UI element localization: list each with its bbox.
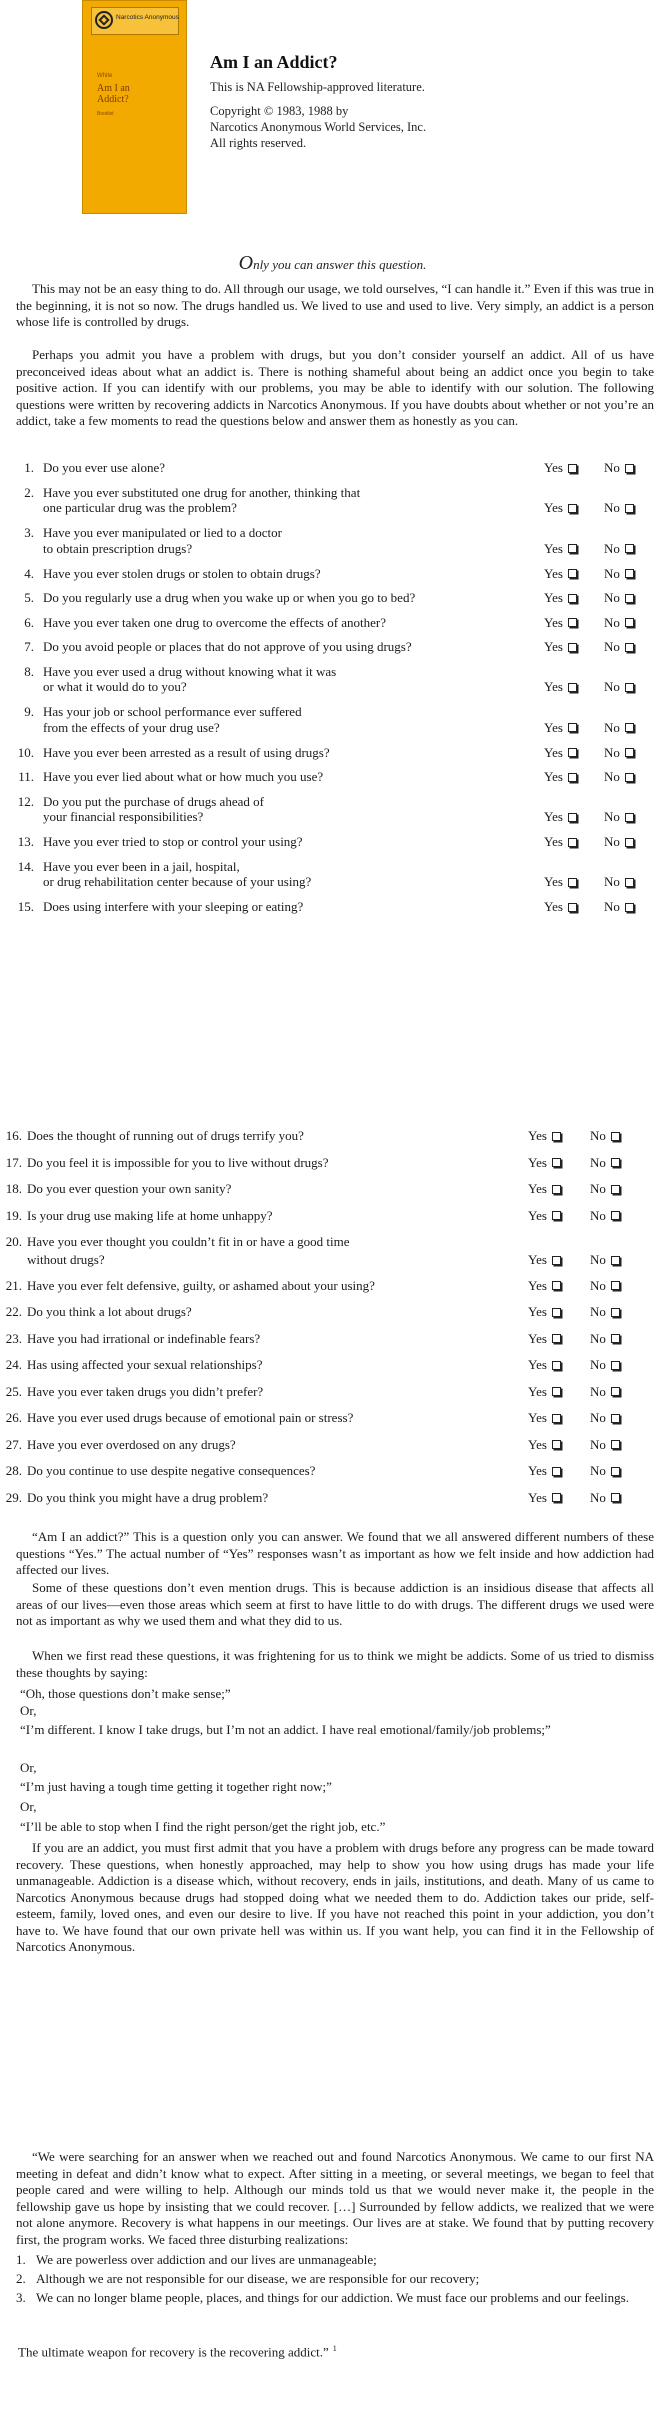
realization-text: We are powerless over addiction and our lives are unmanageable; xyxy=(36,2252,377,2267)
checkbox-icon[interactable] xyxy=(568,773,577,782)
no-label: No xyxy=(590,1154,606,1170)
checkbox-icon[interactable] xyxy=(552,1467,561,1476)
yes-option[interactable] xyxy=(544,834,577,850)
no-label: No xyxy=(590,1410,606,1425)
yes-option[interactable] xyxy=(528,1357,561,1373)
yes-option[interactable] xyxy=(544,590,577,606)
no-option[interactable] xyxy=(604,769,634,785)
yes-option[interactable] xyxy=(528,1181,561,1197)
yes-label: Yes xyxy=(528,1383,547,1399)
checkbox-icon[interactable] xyxy=(611,1158,620,1167)
checkbox-icon[interactable] xyxy=(625,544,634,553)
closing-text: The ultimate weapon for recovery is the recovering addict.” xyxy=(18,2344,329,2360)
no-option[interactable] xyxy=(604,639,634,655)
no-label: No xyxy=(604,809,620,824)
question-text: Have you ever felt defensive, guilty, or ashamed about your using? xyxy=(27,1277,375,1293)
no-option[interactable] xyxy=(590,1155,620,1171)
realization-number: 3. xyxy=(16,2290,26,2305)
question-text: Does using interfere with your sleeping or eating? xyxy=(43,899,304,914)
no-option[interactable] xyxy=(604,720,634,736)
no-label: No xyxy=(590,1277,606,1293)
yes-option[interactable] xyxy=(544,809,577,825)
booklet-cover-image xyxy=(82,0,187,214)
yes-label: Yes xyxy=(544,899,563,914)
cover-kicker: White xyxy=(97,73,113,79)
no-label: No xyxy=(590,1128,606,1143)
checkbox-icon[interactable] xyxy=(552,1308,561,1317)
no-label: No xyxy=(590,1463,606,1478)
question-number: 12. xyxy=(17,793,34,809)
yes-label: Yes xyxy=(544,614,563,630)
yes-option[interactable] xyxy=(544,769,577,785)
no-option[interactable] xyxy=(604,874,634,890)
yes-option[interactable] xyxy=(544,460,577,476)
checkbox-icon[interactable] xyxy=(568,464,577,473)
question-number: 13. xyxy=(17,834,34,849)
checkbox-icon[interactable] xyxy=(552,1387,561,1396)
yes-option[interactable] xyxy=(528,1278,561,1294)
after-paragraph-1: “Am I an addict?” This is a question only you can answer. We found that we all answered different numbers of these questions “Yes.” The actual number of “Yes” responses wasn’t as important as how we felt inside and how addiction had affected our lives. xyxy=(16,1529,654,1577)
checkbox-icon[interactable] xyxy=(625,878,634,887)
question-text: or what it would do to you? xyxy=(43,679,187,694)
question-text: Do you ever question your own sanity? xyxy=(27,1181,232,1196)
question-text: Do you put the purchase of drugs ahead of xyxy=(43,793,264,809)
yes-option[interactable] xyxy=(528,1252,561,1268)
checkbox-icon[interactable] xyxy=(625,838,634,847)
yes-option[interactable] xyxy=(528,1410,561,1426)
no-label: No xyxy=(604,874,620,889)
question-number: 4. xyxy=(24,565,34,581)
question-number: 19. xyxy=(5,1207,22,1223)
realization-text: Although we are not responsible for our disease, we are responsible for our recovery; xyxy=(36,2271,480,2286)
document-title: Am I an Addict? xyxy=(210,52,338,72)
question-number: 26. xyxy=(5,1410,22,1425)
search-paragraph: “We were searching for an answer when we reached out and found Narcotics Anonymous. We came to our first NA meeting in defeat and didn’t know what to expect. After sitting in a meeting, or several meetings, we began to feel that people cared and were willing to help. Although our minds told us that we would never make it, the people in the fellowship gave us hope by insisting that we could recover. […] Surrounded by fellow addicts, we realized that we were not alone anymore. Recovery is what happens in our meetings. Our lives are at stake. We found that by putting recovery first, the program works. We faced three disturbing realizations: xyxy=(16,2149,654,2247)
yes-option[interactable] xyxy=(544,745,577,761)
question-text: Has using affected your sexual relationships? xyxy=(27,1357,263,1372)
yes-option[interactable] xyxy=(528,1437,561,1453)
yes-label: Yes xyxy=(544,500,563,515)
checkbox-icon[interactable] xyxy=(611,1281,620,1290)
no-label: No xyxy=(604,769,620,784)
no-label: No xyxy=(604,540,620,556)
no-option[interactable] xyxy=(604,615,634,631)
cover-title: Am I an Addict? xyxy=(97,83,130,105)
no-option[interactable] xyxy=(604,899,634,915)
no-option[interactable] xyxy=(590,1437,620,1453)
no-label: No xyxy=(604,460,620,475)
checkbox-icon[interactable] xyxy=(552,1132,561,1141)
after-paragraph-3: When we first read these questions, it was frightening for us to think we might be addicts. Some of us tried to dismiss these thoughts by saying: xyxy=(16,1648,654,1680)
yes-label: Yes xyxy=(544,679,563,694)
question-text: one particular drug was the problem? xyxy=(43,500,237,515)
yes-label: Yes xyxy=(528,1181,547,1196)
yes-option[interactable] xyxy=(544,566,577,582)
yes-label: Yes xyxy=(528,1357,547,1372)
yes-option[interactable] xyxy=(544,500,577,516)
yes-label: Yes xyxy=(544,809,563,824)
yes-label: Yes xyxy=(528,1463,547,1478)
yes-option[interactable] xyxy=(528,1463,561,1479)
no-label: No xyxy=(604,590,620,605)
footnote-marker: 1 xyxy=(332,2344,337,2353)
yes-label: Yes xyxy=(528,1436,547,1452)
checkbox-icon[interactable] xyxy=(552,1185,561,1194)
yes-option[interactable] xyxy=(544,874,577,890)
na-logo-icon xyxy=(95,11,113,29)
checkbox-icon[interactable] xyxy=(552,1440,561,1449)
yes-option[interactable] xyxy=(544,679,577,695)
approval-note: This is NA Fellowship-approved literature. xyxy=(210,80,425,94)
no-label: No xyxy=(604,834,620,849)
question-text: Have you ever used a drug without knowing what it was xyxy=(43,663,337,679)
yes-label: Yes xyxy=(544,874,563,889)
question-number: 20. xyxy=(5,1234,22,1249)
checkbox-icon[interactable] xyxy=(611,1256,620,1265)
yes-option[interactable] xyxy=(528,1128,561,1144)
question-number: 6. xyxy=(24,614,34,630)
checkbox-icon[interactable] xyxy=(568,683,577,692)
checkbox-icon[interactable] xyxy=(552,1158,561,1167)
yes-label: Yes xyxy=(528,1207,547,1223)
question-text: Do you feel it is impossible for you to live without drugs? xyxy=(27,1154,329,1170)
after-paragraph-2: Some of these questions don’t even mention drugs. This is because addiction is an insidious disease that affects all areas of our lives—even those areas which seem at first to have little to do with drugs. The different drugs we used were not as important as why we used them and what they did to us. xyxy=(16,1580,654,1628)
no-label: No xyxy=(590,1357,606,1372)
yes-label: Yes xyxy=(528,1252,547,1267)
no-option[interactable] xyxy=(590,1331,620,1347)
question-text: Have you ever tried to stop or control your using? xyxy=(43,834,303,849)
question-text: or drug rehabilitation center because of your using? xyxy=(43,874,312,889)
question-text: to obtain prescription drugs? xyxy=(43,540,193,556)
no-option[interactable] xyxy=(604,679,634,695)
excuse-quote-2: “I’m different. I know I take drugs, but I’m not an addict. I have real emotional/family/job problems;” xyxy=(20,1722,551,1737)
yes-option[interactable] xyxy=(528,1384,561,1400)
yes-label: Yes xyxy=(528,1154,547,1170)
no-option[interactable] xyxy=(590,1304,620,1320)
question-text: Do you think you might have a drug problem? xyxy=(27,1489,269,1505)
question-number: 21. xyxy=(5,1277,22,1293)
intro-paragraph-1: This may not be an easy thing to do. All through our usage, we told ourselves, “I can handle it.” Even if this was true in the beginning, it is not so now. The drugs handled us. We lived to use and used to live. Very simply, an addict is a person whose life is controlled by drugs. xyxy=(16,281,654,329)
tagline-dropcap: O xyxy=(238,252,254,274)
checkbox-icon[interactable] xyxy=(611,1308,620,1317)
admit-paragraph: If you are an addict, you must first admit that you have a problem with drugs before any progress can be made toward recovery. These questions, when honestly approached, may help to show you how using drugs has made your life unmanageable. Addiction is a disease which, without recovery, ends in jails, institutions, and death. Many of us came to Narcotics Anonymous because drugs had stopped doing what we needed them to do. Addiction takes our pride, self-esteem, family, loved ones, and even our desire to live. If you have not reached this point in your addiction, you don’t have to. We have found that our own private hell was within us. If you want help, you can find it in the Fellowship of Narcotics Anonymous. xyxy=(16,1840,654,1954)
checkbox-icon[interactable] xyxy=(552,1361,561,1370)
checkbox-icon[interactable] xyxy=(552,1211,561,1220)
closing-line xyxy=(18,2344,337,2360)
checkbox-icon[interactable] xyxy=(625,569,634,578)
no-option[interactable] xyxy=(590,1463,620,1479)
question-number: 11. xyxy=(18,769,34,784)
tagline-rest: nly you can answer this question. xyxy=(253,257,427,272)
question-text: Do you regularly use a drug when you wake up or when you go to bed? xyxy=(43,590,416,605)
checkbox-icon[interactable] xyxy=(568,569,577,578)
question-text: Have you ever taken one drug to overcome the effects of another? xyxy=(43,614,387,630)
checkbox-icon[interactable] xyxy=(568,748,577,757)
checkbox-icon[interactable] xyxy=(552,1334,561,1343)
excuse-quote-3: “I’m just having a tough time getting it together right now;” xyxy=(20,1779,332,1794)
no-option[interactable] xyxy=(590,1357,620,1373)
no-label: No xyxy=(590,1181,606,1196)
yes-label: Yes xyxy=(544,834,563,849)
yes-option[interactable] xyxy=(544,615,577,631)
cover-band-text: Narcotics Anonymous xyxy=(116,14,179,21)
no-label: No xyxy=(590,1304,606,1319)
yes-label: Yes xyxy=(544,769,563,784)
excuse-or-2: Or, xyxy=(20,1760,37,1775)
no-label: No xyxy=(604,500,620,515)
checkbox-icon[interactable] xyxy=(568,903,577,912)
yes-label: Yes xyxy=(544,540,563,556)
realization-number: 1. xyxy=(16,2252,26,2267)
checkbox-icon[interactable] xyxy=(611,1467,620,1476)
no-option[interactable] xyxy=(590,1252,620,1268)
checkbox-icon[interactable] xyxy=(552,1256,561,1265)
checkbox-icon[interactable] xyxy=(625,903,634,912)
tagline xyxy=(0,252,665,275)
yes-label: Yes xyxy=(528,1330,547,1346)
yes-label: Yes xyxy=(528,1410,547,1425)
no-option[interactable] xyxy=(590,1490,620,1506)
checkbox-icon[interactable] xyxy=(611,1414,620,1423)
question-text: Has your job or school performance ever suffered xyxy=(43,704,302,719)
yes-option[interactable] xyxy=(528,1331,561,1347)
question-text: Do you continue to use despite negative consequences? xyxy=(27,1463,316,1478)
no-option[interactable] xyxy=(604,809,634,825)
question-text: Have you ever lied about what or how much you use? xyxy=(43,769,324,784)
question-number: 7. xyxy=(24,639,34,654)
no-option[interactable] xyxy=(604,834,634,850)
checkbox-icon[interactable] xyxy=(625,464,634,473)
question-number: 22. xyxy=(5,1304,22,1319)
checkbox-icon[interactable] xyxy=(568,544,577,553)
yes-option[interactable] xyxy=(528,1490,561,1506)
question-number: 29. xyxy=(5,1489,22,1505)
question-number: 1. xyxy=(24,460,34,475)
yes-option[interactable] xyxy=(544,639,577,655)
question-number: 25. xyxy=(5,1383,22,1399)
yes-label: Yes xyxy=(544,565,563,581)
excuse-quote-4: “I’ll be able to stop when I find the right person/get the right job, etc.” xyxy=(20,1819,386,1834)
no-option[interactable] xyxy=(590,1278,620,1294)
yes-label: Yes xyxy=(544,590,563,605)
question-text: without drugs? xyxy=(27,1252,105,1267)
yes-option[interactable] xyxy=(528,1208,561,1224)
no-label: No xyxy=(590,1252,606,1267)
checkbox-icon[interactable] xyxy=(568,618,577,627)
checkbox-icon[interactable] xyxy=(625,594,634,603)
yes-option[interactable] xyxy=(544,899,577,915)
checkbox-icon[interactable] xyxy=(568,643,577,652)
question-text: Do you ever use alone? xyxy=(43,460,166,475)
yes-label: Yes xyxy=(528,1128,547,1143)
copyright-line: Copyright © 1983, 1988 by xyxy=(210,104,349,118)
question-text: Does the thought of running out of drugs terrify you? xyxy=(27,1128,304,1143)
checkbox-icon[interactable] xyxy=(611,1387,620,1396)
question-number: 10. xyxy=(17,744,34,760)
question-number: 9. xyxy=(24,704,34,719)
question-text: Do you think a lot about drugs? xyxy=(27,1304,192,1319)
checkbox-icon[interactable] xyxy=(552,1493,561,1502)
question-text: Have you ever overdosed on any drugs? xyxy=(27,1436,236,1452)
excuse-or-3: Or, xyxy=(20,1799,37,1814)
checkbox-icon[interactable] xyxy=(611,1211,620,1220)
excuse-quote-1: “Oh, those questions don’t make sense;” xyxy=(20,1686,231,1701)
question-text: Have you ever thought you couldn’t fit in or have a good time xyxy=(27,1234,350,1249)
no-option[interactable] xyxy=(604,541,634,557)
question-text: Have you ever stolen drugs or stolen to obtain drugs? xyxy=(43,565,321,581)
checkbox-icon[interactable] xyxy=(611,1132,620,1141)
checkbox-icon[interactable] xyxy=(611,1440,620,1449)
checkbox-icon[interactable] xyxy=(625,683,634,692)
realization-text: We can no longer blame people, places, and things for our addiction. We must face our problems and our feelings. xyxy=(36,2290,629,2305)
checkbox-icon[interactable] xyxy=(552,1281,561,1290)
no-label: No xyxy=(604,614,620,630)
checkbox-icon[interactable] xyxy=(611,1361,620,1370)
yes-label: Yes xyxy=(544,744,563,760)
question-text: Have you ever been arrested as a result of using drugs? xyxy=(43,744,330,760)
question-text: from the effects of your drug use? xyxy=(43,719,220,735)
question-text: Have you ever taken drugs you didn’t prefer? xyxy=(27,1383,264,1399)
yes-label: Yes xyxy=(528,1489,547,1505)
checkbox-icon[interactable] xyxy=(552,1414,561,1423)
question-number: 15. xyxy=(17,899,34,914)
intro-paragraph-2: Perhaps you admit you have a problem with drugs, but you don’t consider yourself an addict. All of us have preconceived ideas about what an addict is. There is nothing shameful about being an addict once you begin to take positive action. If you can identify with our problems, you may be able to identify with our solution. The following questions were written by recovering addicts in Narcotics Anonymous. If you have doubts about whether or not you’re an addict, take a few moments to read the questions below and answer them as honestly as you can. xyxy=(16,347,654,428)
checkbox-icon[interactable] xyxy=(568,878,577,887)
question-number: 23. xyxy=(5,1330,22,1346)
question-text: Have you had irrational or indefinable fears? xyxy=(27,1330,261,1346)
checkbox-icon[interactable] xyxy=(625,618,634,627)
rights-line: All rights reserved. xyxy=(210,136,307,150)
no-option[interactable] xyxy=(590,1128,620,1144)
no-option[interactable] xyxy=(604,590,634,606)
copyright-owner: Narcotics Anonymous World Services, Inc. xyxy=(210,120,427,134)
no-label: No xyxy=(604,679,620,694)
checkbox-icon[interactable] xyxy=(625,504,634,513)
checkbox-icon[interactable] xyxy=(611,1493,620,1502)
checkbox-icon[interactable] xyxy=(611,1334,620,1343)
yes-label: Yes xyxy=(528,1304,547,1319)
checkbox-icon[interactable] xyxy=(625,813,634,822)
question-number: 16. xyxy=(5,1128,22,1143)
no-option[interactable] xyxy=(604,745,634,761)
cover-band xyxy=(91,7,179,35)
question-text: Is your drug use making life at home unhappy? xyxy=(27,1207,273,1223)
question-number: 18. xyxy=(5,1181,22,1196)
question-number: 27. xyxy=(5,1436,22,1452)
yes-label: Yes xyxy=(544,639,563,654)
yes-option[interactable] xyxy=(544,541,577,557)
question-number: 24. xyxy=(5,1357,22,1372)
no-label: No xyxy=(590,1207,606,1223)
checkbox-icon[interactable] xyxy=(625,723,634,732)
checkbox-icon[interactable] xyxy=(568,594,577,603)
question-number: 2. xyxy=(24,484,34,500)
no-label: No xyxy=(604,744,620,760)
question-text: Have you ever used drugs because of emotional pain or stress? xyxy=(27,1410,354,1425)
checkbox-icon[interactable] xyxy=(568,723,577,732)
question-text: your financial responsibilities? xyxy=(43,809,204,824)
yes-label: Yes xyxy=(528,1277,547,1293)
no-label: No xyxy=(604,565,620,581)
no-option[interactable] xyxy=(604,566,634,582)
checkbox-icon[interactable] xyxy=(568,838,577,847)
question-number: 17. xyxy=(5,1154,22,1170)
question-number: 14. xyxy=(17,858,34,874)
no-option[interactable] xyxy=(590,1410,620,1426)
checkbox-icon[interactable] xyxy=(625,643,634,652)
no-label: No xyxy=(590,1383,606,1399)
no-label: No xyxy=(604,899,620,914)
checkbox-icon[interactable] xyxy=(611,1185,620,1194)
yes-label: Yes xyxy=(544,460,563,475)
no-label: No xyxy=(590,1330,606,1346)
checkbox-icon[interactable] xyxy=(625,748,634,757)
yes-option[interactable] xyxy=(544,720,577,736)
question-number: 3. xyxy=(24,525,34,540)
checkbox-icon[interactable] xyxy=(625,773,634,782)
realization-number: 2. xyxy=(16,2271,26,2286)
question-text: Have you ever manipulated or lied to a doctor xyxy=(43,525,282,540)
cover-sub: Booklet xyxy=(97,111,114,117)
question-text: Do you avoid people or places that do not approve of you using drugs? xyxy=(43,639,412,654)
question-number: 28. xyxy=(5,1463,22,1478)
yes-option[interactable] xyxy=(528,1155,561,1171)
question-number: 8. xyxy=(24,663,34,679)
no-label: No xyxy=(590,1436,606,1452)
yes-option[interactable] xyxy=(528,1304,561,1320)
checkbox-icon[interactable] xyxy=(568,504,577,513)
question-text: Have you ever been in a jail, hospital, xyxy=(43,858,240,874)
question-number: 5. xyxy=(24,590,34,605)
checkbox-icon[interactable] xyxy=(568,813,577,822)
no-label: No xyxy=(604,639,620,654)
question-text: Have you ever substituted one drug for another, thinking that xyxy=(43,484,361,500)
no-option[interactable] xyxy=(590,1384,620,1400)
excuse-or-1: Or, xyxy=(20,1703,37,1718)
no-label: No xyxy=(604,719,620,735)
yes-label: Yes xyxy=(544,719,563,735)
no-option[interactable] xyxy=(590,1208,620,1224)
no-label: No xyxy=(590,1489,606,1505)
no-option[interactable] xyxy=(604,460,634,476)
no-option[interactable] xyxy=(590,1181,620,1197)
no-option[interactable] xyxy=(604,500,634,516)
